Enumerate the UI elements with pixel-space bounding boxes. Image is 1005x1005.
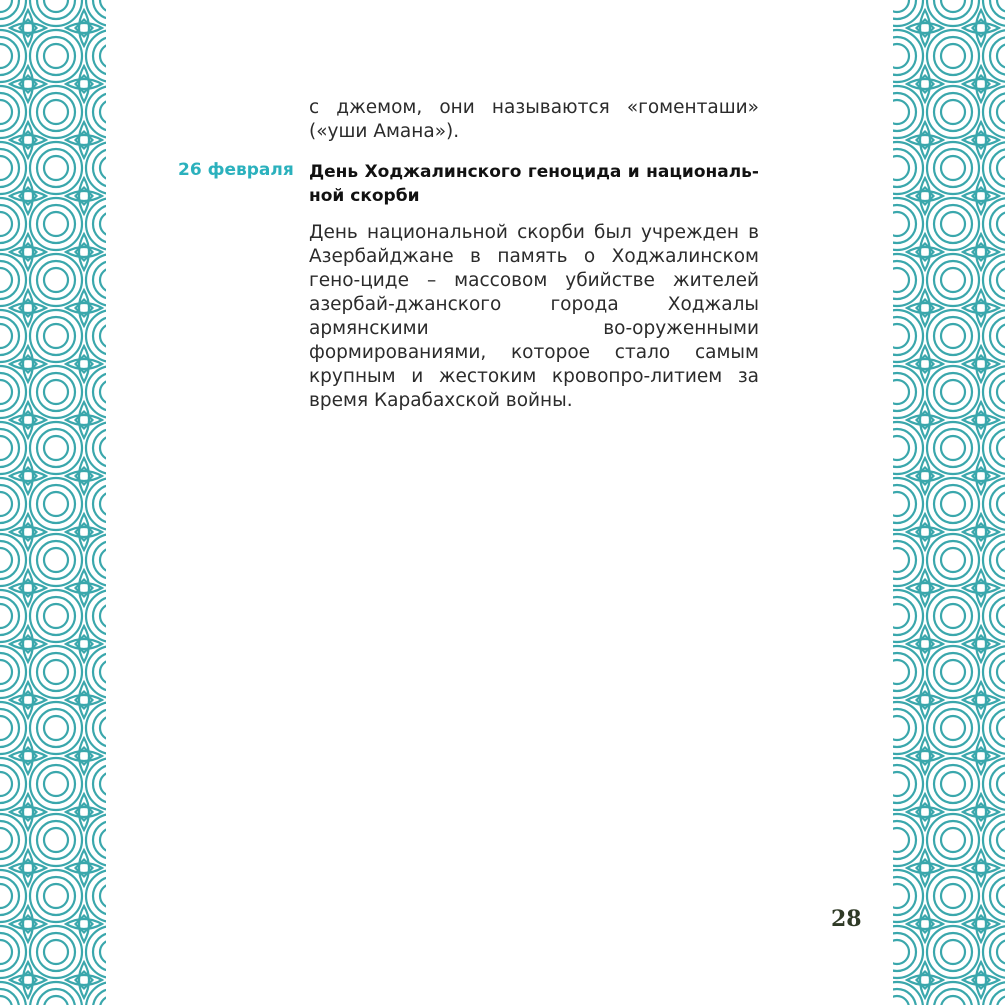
floral-pattern-icon bbox=[893, 0, 1005, 1005]
right-decorative-border bbox=[893, 0, 1005, 1005]
entry-date: 26 февраля bbox=[178, 160, 294, 180]
entry-body: День национальной скорби был учрежден в Азербайджане в память о Ходжалинском гено-циде – массовом убийстве жителей азербай-джанского города Ходжалы армянскими во-оруженными формированиями, которое стало самым крупным и жестоким кровопро-литием за время Карабахской войны. bbox=[309, 222, 759, 411]
page-number: 28 bbox=[831, 906, 862, 932]
left-decorative-border bbox=[0, 0, 106, 1005]
floral-pattern-icon bbox=[0, 0, 106, 1005]
continuation-paragraph: с джемом, они называются «гоменташи» («уши Амана»). bbox=[309, 97, 759, 142]
entry-title: День Ходжалинского геноцида и националь-ной скорби bbox=[309, 162, 759, 206]
